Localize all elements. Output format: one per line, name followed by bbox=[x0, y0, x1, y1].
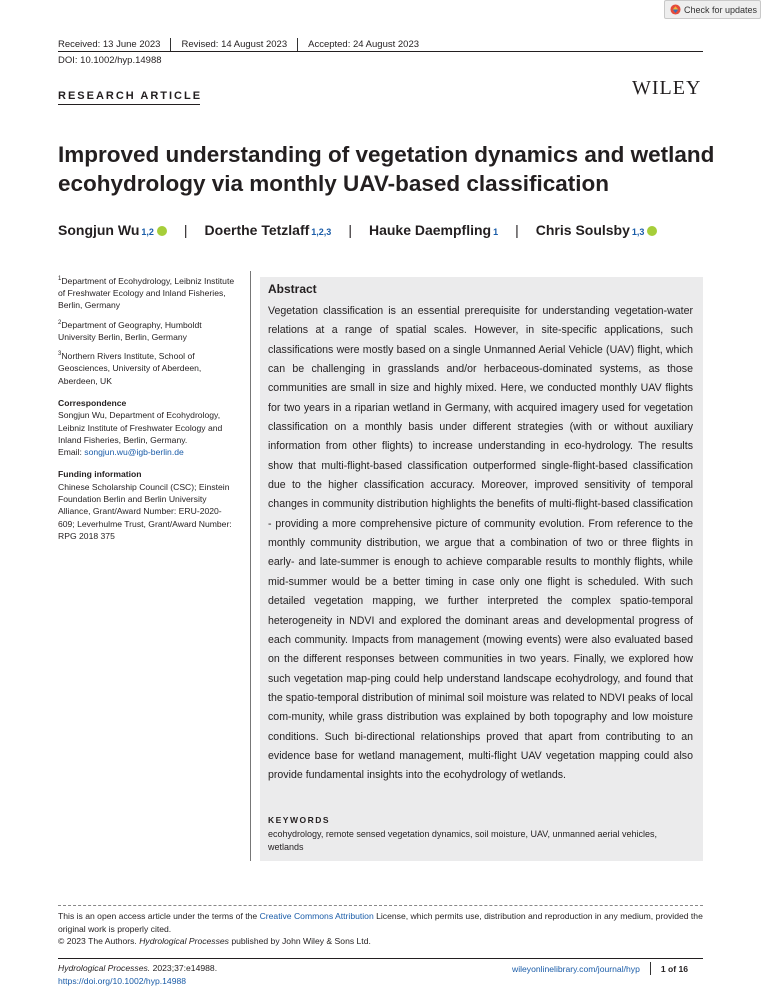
affiliation: $^2$Department of Geography, Humboldt University Berlin, Berlin, Germany bbox=[58, 319, 202, 342]
author-separator: | bbox=[515, 222, 519, 238]
correspondence-text: Songjun Wu, Department of Ecohydrology, Leibniz Institute of Freshwater Ecology and Inland Fisheries, Berlin, Germany. bbox=[58, 410, 223, 445]
citation: 2023;37:e14988. bbox=[150, 963, 218, 973]
footer-separator bbox=[650, 962, 651, 975]
orcid-icon[interactable] bbox=[647, 226, 657, 236]
citation-footer bbox=[58, 962, 217, 987]
correspondence-heading: Correspondence bbox=[58, 397, 127, 408]
orcid-icon[interactable] bbox=[157, 226, 167, 236]
author-affiliation-ref[interactable]: 1,2 bbox=[141, 227, 154, 237]
wiley-logo: WILEY bbox=[632, 77, 702, 99]
header-rule bbox=[58, 51, 703, 52]
email-link[interactable]: songjun.wu@igb-berlin.de bbox=[84, 447, 184, 458]
received-date: Received: 13 June 2023 bbox=[58, 39, 161, 50]
abstract-text: Vegetation classification is an essential prerequisite for understanding vegetation-water relations at a range of spatial scales. However, in site-specific applications, such classifications were mostly based on a single Unmanned Aerial Vehicle (UAV) flight, which can be challenging in grasslands and/or herbaceous-dominated systems, as those communities are small in size and highly mixed. Here, we conducted monthly UAV flights for two years in a riparian wetland in Germany, with acquired imagery used for vegetation classification on a monthly basis under different strategies (with or without auxiliary information from other flights) to increase understanding in eco-hydrology. The results show that multi-flight-based classification outperformed single-flight-based classification due to the higher classification accuracy. Moreover, improved sensitivity of temporal changes in community distribution highlights the benefits of multi-flight-based classification - providing a more comprehensive picture of community evolution. From reference to the monthly community distribution, we argue that a combination of two or three flights in early- and late-summer is enough to achieve comparable results to monthly flights, while mid-summer would be a better timing in case only one flight is scheduled. With such detailed vegetation mapping, we further interpreted the complex spatio-temporal heterogeneity in NDVI and explored the dominant areas and developmental progress of each community. Impacts from management (mowing events) were also evaluated based on the different responses between communities in two years. Finally, we explored how such vegetation map-ping could help understand landscape ecohydrology, and found that the spatio-temporal distribution of minimal soil moisture was related to NDVI peaks of local com-munity, while grass distribution was explained by both topography and low moisture conditions. Such bi-directional relationships proved that apart from contributing to an evidence base for wetland management, multi-flight UAV vegetation mapping could also provide fundamental insights into the ecohydrology of wetlands. bbox=[268, 305, 693, 782]
author-affiliation-ref[interactable]: 1,3 bbox=[631, 227, 645, 237]
license-note: This is an open access article under the terms of the Creative Commons Attribution License, which permits use, distribution and reproduction in any medium, provided the original work is properly cited. © 2023 The Authors. Hydrological Processes published by John Wiley & Sons Ltd. bbox=[58, 911, 703, 946]
funding-section bbox=[58, 468, 236, 542]
author-separator: | bbox=[348, 222, 352, 238]
author-separator: | bbox=[183, 222, 188, 238]
correspondence-email-line: Email: songjun.wu@igb-berlin.de bbox=[58, 447, 184, 458]
keywords-heading: KEYWORDS bbox=[268, 815, 331, 825]
footer-rule bbox=[58, 958, 703, 959]
affiliation: $^1$Department of Ecohydrology, Leibniz Institute of Freshwater Ecology and Inland Fisheries, Berlin, Germany bbox=[58, 275, 235, 311]
check-for-updates-label: Check for updates bbox=[684, 4, 758, 15]
author-name[interactable]: Hauke Daempfling bbox=[368, 222, 492, 238]
column-divider bbox=[250, 271, 251, 861]
accepted-date: Accepted: 24 August 2023 bbox=[308, 39, 420, 50]
page-number: 1 of 16 bbox=[660, 963, 689, 974]
journal-site-link[interactable]: wileyonlinelibrary.com/journal/hyp bbox=[512, 963, 640, 974]
author-name[interactable]: Songjun Wu bbox=[58, 222, 140, 238]
article-type-underline bbox=[58, 104, 200, 105]
funding-text: Chinese Scholarship Council (CSC); Einstein Foundation Berlin and Berlin University Alliance, Grant/Award Number: ERU-2020-609; Leverhulme Trust, Grant/Award Number: RPG 2018 375 bbox=[58, 481, 232, 541]
date-separator bbox=[297, 38, 298, 51]
doi-link[interactable]: https://doi.org/10.1002/hyp.14988 bbox=[58, 975, 187, 986]
author-affiliation-ref[interactable]: 1,2,3 bbox=[311, 227, 332, 237]
date-separator bbox=[170, 38, 171, 51]
footnote-rule bbox=[58, 905, 703, 906]
doi: DOI: 10.1002/hyp.14988 bbox=[58, 55, 162, 66]
author-name[interactable]: Chris Soulsby bbox=[535, 222, 630, 238]
author-name[interactable]: Doerthe Tetzlaff bbox=[204, 222, 310, 238]
affiliation: $^3$Northern Rivers Institute, School of Geosciences, University of Aberdeen, Aberdeen, UK bbox=[58, 351, 202, 386]
author-list bbox=[58, 222, 657, 238]
journal-footer bbox=[512, 962, 688, 975]
abstract-heading: Abstract bbox=[268, 282, 317, 296]
author-affiliation-ref[interactable]: 1 bbox=[493, 227, 499, 237]
keywords-text: ecohydrology, remote sensed vegetation dynamics, soil moisture, UAV, unmanned aerial vehicles, wetlands bbox=[268, 829, 658, 852]
correspondence-section bbox=[58, 397, 236, 458]
article-info-column bbox=[58, 273, 236, 542]
check-for-updates-button[interactable] bbox=[664, 0, 761, 19]
funding-heading: Funding information bbox=[58, 469, 142, 480]
journal-name: Hydrological Processes. bbox=[58, 963, 151, 973]
article-type: RESEARCH ARTICLE bbox=[58, 90, 203, 102]
article-dates bbox=[58, 38, 419, 51]
revised-date: Revised: 14 August 2023 bbox=[181, 39, 288, 50]
crossmark-icon bbox=[670, 4, 681, 15]
article-title: Improved understanding of vegetation dynamics and wetland ecohydrology via monthly UAV-based classification bbox=[58, 142, 715, 196]
creative-commons-link[interactable]: Creative Commons Attribution bbox=[259, 911, 374, 921]
